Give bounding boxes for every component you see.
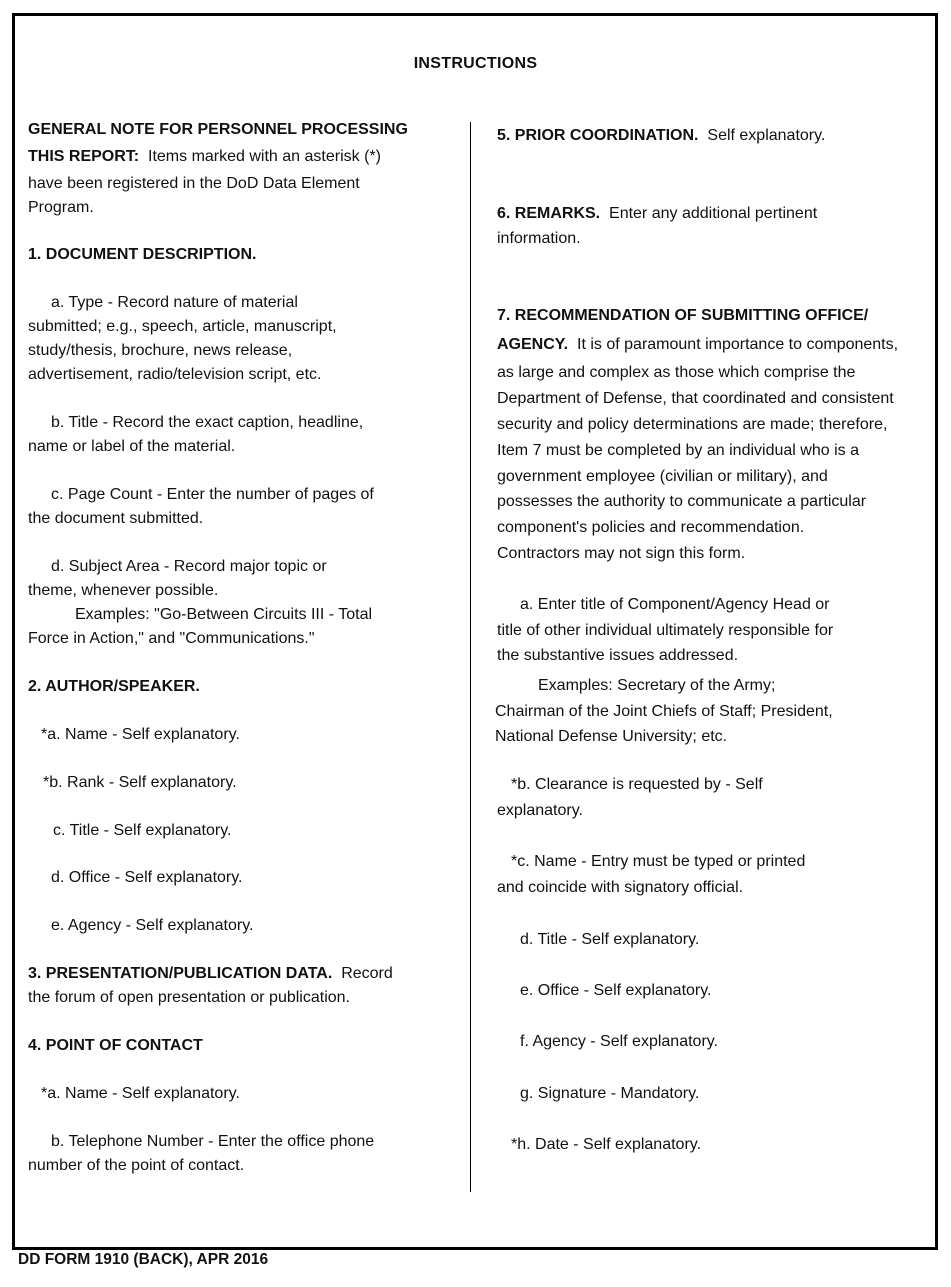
- item-1a-text: advertisement, radio/television script, etc.: [28, 366, 322, 383]
- item-7f: f. Agency - Self explanatory.: [520, 1033, 719, 1050]
- section-7-text: Department of Defense, that coordinated and consistent: [497, 390, 894, 407]
- item-7b-text: explanatory.: [497, 802, 583, 819]
- item-4b-text: number of the point of contact.: [28, 1157, 245, 1174]
- item-4b: b. Telephone Number - Enter the office phone: [51, 1133, 375, 1150]
- item-7c-text: and coincide with signatory official.: [497, 879, 744, 896]
- section-6-text: information.: [497, 230, 581, 247]
- item-1d-examples: Force in Action," and "Communications.": [28, 630, 315, 647]
- item-7a-examples: Examples: Secretary of the Army;: [538, 677, 776, 694]
- item-1b-text: name or label of the material.: [28, 438, 236, 455]
- page-title: INSTRUCTIONS: [413, 55, 538, 72]
- section-4-heading: 4. POINT OF CONTACT: [28, 1037, 203, 1054]
- section-6-line: [497, 202, 817, 226]
- item-7d: d. Title - Self explanatory.: [520, 931, 700, 948]
- item-7h: *h. Date - Self explanatory.: [511, 1136, 702, 1153]
- section-3-text: the forum of open presentation or publication.: [28, 989, 350, 1006]
- item-1b: b. Title - Record the exact caption, headline,: [51, 414, 364, 431]
- item-1c-text: the document submitted.: [28, 510, 204, 527]
- item-1d: d. Subject Area - Record major topic or: [51, 558, 327, 575]
- item-7a: a. Enter title of Component/Agency Head or: [520, 596, 830, 613]
- item-7e: e. Office - Self explanatory.: [520, 982, 712, 999]
- section-7-text: Item 7 must be completed by an individual who is a: [497, 442, 859, 459]
- section-5-heading: 5. PRIOR COORDINATION.: [497, 127, 699, 144]
- item-7c: *c. Name - Entry must be typed or printed: [511, 853, 806, 870]
- item-2a: *a. Name - Self explanatory.: [41, 726, 240, 743]
- item-1d-text: theme, whenever possible.: [28, 582, 219, 599]
- item-2c: c. Title - Self explanatory.: [53, 822, 232, 839]
- item-7g: g. Signature - Mandatory.: [520, 1085, 700, 1102]
- item-1a: a. Type - Record nature of material: [51, 294, 298, 311]
- item-2e: e. Agency - Self explanatory.: [51, 917, 254, 934]
- section-3-line: [28, 962, 393, 986]
- item-1a-text: submitted; e.g., speech, article, manuscript,: [28, 318, 337, 335]
- general-note-text: Items marked with an asterisk (*): [148, 148, 381, 165]
- general-note-heading-2: THIS REPORT:: [28, 148, 140, 165]
- section-7-text: Contractors may not sign this form.: [497, 545, 746, 562]
- item-7a-text: title of other individual ultimately responsible for: [497, 622, 834, 639]
- section-2-heading: 2. AUTHOR/SPEAKER.: [28, 678, 200, 695]
- section-7-text: component's policies and recommendation.: [497, 519, 805, 536]
- section-7-text: as large and complex as those which comprise the: [497, 364, 856, 381]
- section-5-text: Self explanatory.: [707, 127, 826, 144]
- section-7-line: [497, 333, 898, 357]
- section-7-text: possesses the authority to communicate a particular: [497, 493, 867, 510]
- column-divider: [470, 122, 471, 1192]
- item-2d: d. Office - Self explanatory.: [51, 869, 243, 886]
- general-note-text: have been registered in the DoD Data Element: [28, 175, 360, 192]
- item-7a-text: the substantive issues addressed.: [497, 647, 739, 664]
- general-note-text: Program.: [28, 199, 94, 216]
- section-3-heading: 3. PRESENTATION/PUBLICATION DATA.: [28, 965, 333, 982]
- section-7-text: It is of paramount importance to components,: [577, 336, 899, 353]
- item-7b: *b. Clearance is requested by - Self: [511, 776, 763, 793]
- item-4a: *a. Name - Self explanatory.: [41, 1085, 240, 1102]
- section-7-heading-2: AGENCY.: [497, 336, 569, 353]
- item-7a-examples: Chairman of the Joint Chiefs of Staff; President,: [495, 703, 833, 720]
- general-note-line: [28, 145, 381, 169]
- item-7a-examples: National Defense University; etc.: [495, 728, 728, 745]
- item-1c: c. Page Count - Enter the number of pages of: [51, 486, 374, 503]
- section-5-line: [497, 124, 825, 148]
- item-1a-text: study/thesis, brochure, news release,: [28, 342, 293, 359]
- section-7-text: security and policy determinations are made; therefore,: [497, 416, 888, 433]
- section-6-heading: 6. REMARKS.: [497, 205, 601, 222]
- form-number-footer: DD FORM 1910 (BACK), APR 2016: [18, 1251, 269, 1268]
- item-2b: *b. Rank - Self explanatory.: [43, 774, 237, 791]
- section-6-text: Enter any additional pertinent: [609, 205, 818, 222]
- item-1d-examples: Examples: "Go-Between Circuits III - Total: [75, 606, 373, 623]
- general-note-heading: GENERAL NOTE FOR PERSONNEL PROCESSING: [28, 121, 408, 138]
- section-7-heading: 7. RECOMMENDATION OF SUBMITTING OFFICE/: [497, 307, 869, 324]
- section-3-text: Record: [341, 965, 393, 982]
- section-7-text: government employee (civilian or military), and: [497, 468, 828, 485]
- section-1-heading: 1. DOCUMENT DESCRIPTION.: [28, 246, 257, 263]
